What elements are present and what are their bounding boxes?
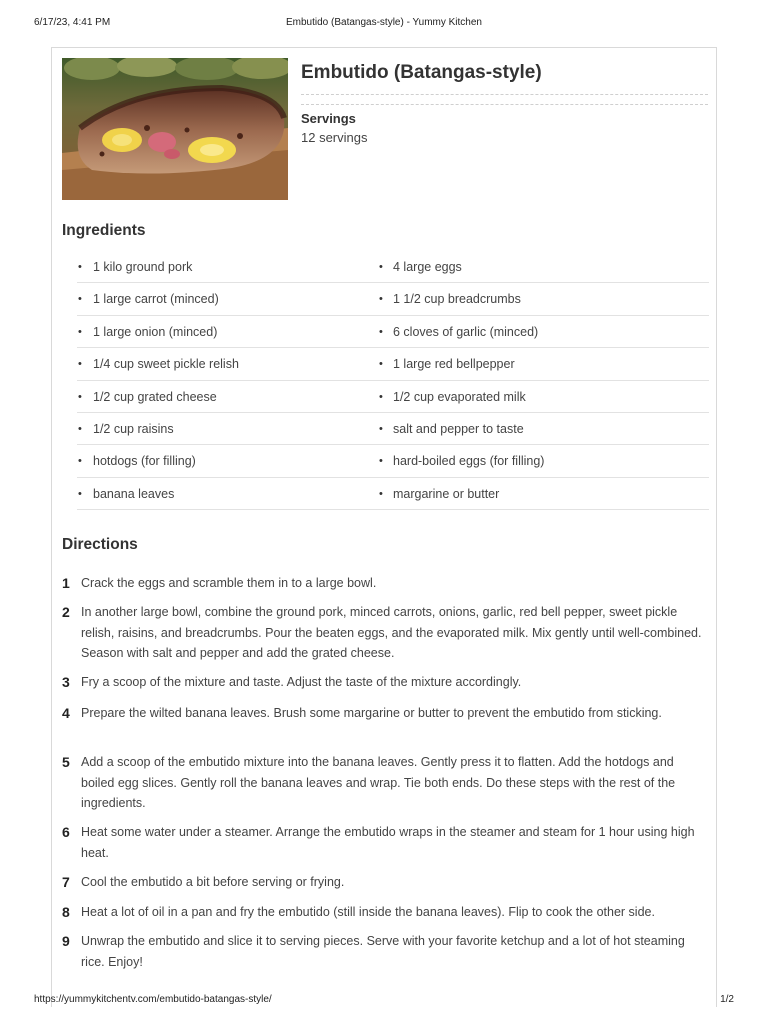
step-text: In another large bowl, combine the ground pork, minced carrots, onions, garlic, red bell pepper, sweet pickle relish, raisins, and breadcrumbs. Pour the beaten eggs, and the evaporated milk. Mix gently until well-combined. Season with salt and pepper and add the grated cheese. [81, 605, 702, 660]
direction-step [62, 872, 712, 893]
step-number: 5 [62, 754, 70, 770]
ingredient-item: • 1/2 cup raisins [77, 413, 377, 445]
print-header [34, 17, 734, 31]
direction-step [62, 602, 712, 664]
direction-step [62, 822, 712, 863]
direction-step [62, 752, 712, 814]
direction-step [62, 573, 712, 594]
ingredients-heading: Ingredients [62, 222, 146, 239]
print-page-number: 1/2 [720, 994, 734, 1005]
recipe-photo [62, 58, 288, 200]
print-footer [34, 994, 734, 1008]
step-number: 4 [62, 705, 70, 721]
ingredient-item: • 1 large red bellpepper [377, 348, 709, 380]
ingredient-item: • 6 cloves of garlic (minced) [377, 316, 709, 348]
step-text: Add a scoop of the embutido mixture into the banana leaves. Gently press it to flatten. Add the hotdogs and boiled egg slices. Gently roll the banana leaves and wrap. Tie both ends. Do these steps with the rest of the ingredients. [81, 755, 676, 810]
step-text: Prepare the wilted banana leaves. Brush some margarine or butter to prevent the embutido from sticking. [81, 706, 662, 720]
title-divider-2 [301, 104, 708, 105]
ingredient-item: • banana leaves [77, 478, 377, 510]
step-number: 7 [62, 874, 70, 890]
step-text: Unwrap the embutido and slice it to serving pieces. Serve with your favorite ketchup and a lot of hot steaming rice. Enjoy! [81, 934, 685, 969]
ingredient-item: • 1/2 cup grated cheese [77, 381, 377, 413]
ingredient-item: • 1/4 cup sweet pickle relish [77, 348, 377, 380]
step-text: Cool the embutido a bit before serving or frying. [81, 875, 345, 889]
recipe-title: Embutido (Batangas-style) [301, 62, 542, 83]
ingredient-item: • 1 large carrot (minced) [77, 283, 377, 315]
step-text: Fry a scoop of the mixture and taste. Adjust the taste of the mixture accordingly. [81, 675, 522, 689]
ingredient-item: • margarine or butter [377, 478, 709, 510]
ingredient-item: • salt and pepper to taste [377, 413, 709, 445]
direction-step [62, 672, 712, 693]
ingredient-item: • 1/2 cup evaporated milk [377, 381, 709, 413]
ingredients-list [62, 251, 710, 511]
step-text: Heat some water under a steamer. Arrange the embutido wraps in the steamer and steam for 1 hour using high heat. [81, 825, 695, 860]
step-number: 3 [62, 674, 70, 690]
ingredient-item: • 1 kilo ground pork [77, 251, 377, 283]
step-number: 6 [62, 824, 70, 840]
direction-step [62, 931, 712, 972]
title-divider [301, 94, 708, 95]
step-text: Heat a lot of oil in a pan and fry the embutido (still inside the banana leaves). Flip to cook the other side. [81, 905, 655, 919]
direction-step [62, 902, 712, 923]
step-text: Crack the eggs and scramble them in to a large bowl. [81, 576, 377, 590]
ingredient-item: • hotdogs (for filling) [77, 445, 377, 477]
direction-step [62, 703, 712, 724]
ingredient-item: • hard-boiled eggs (for filling) [377, 445, 709, 477]
step-number: 8 [62, 904, 70, 920]
servings-label: Servings [301, 111, 356, 126]
step-number: 9 [62, 933, 70, 949]
recipe-card [51, 47, 717, 1007]
step-number: 2 [62, 604, 70, 620]
print-page-title: Embutido (Batangas-style) - Yummy Kitchen [285, 17, 482, 28]
ingredient-item: • 1 1/2 cup breadcrumbs [377, 283, 709, 315]
step-number: 1 [62, 575, 70, 591]
ingredient-item: • 4 large eggs [377, 251, 709, 283]
print-url: https://yummykitchentv.com/embutido-batangas-style/ [34, 994, 272, 1005]
directions-heading: Directions [62, 536, 138, 553]
servings-value: 12 servings [301, 130, 368, 145]
ingredient-item: • 1 large onion (minced) [77, 316, 377, 348]
print-date: 6/17/23, 4:41 PM [34, 17, 111, 28]
